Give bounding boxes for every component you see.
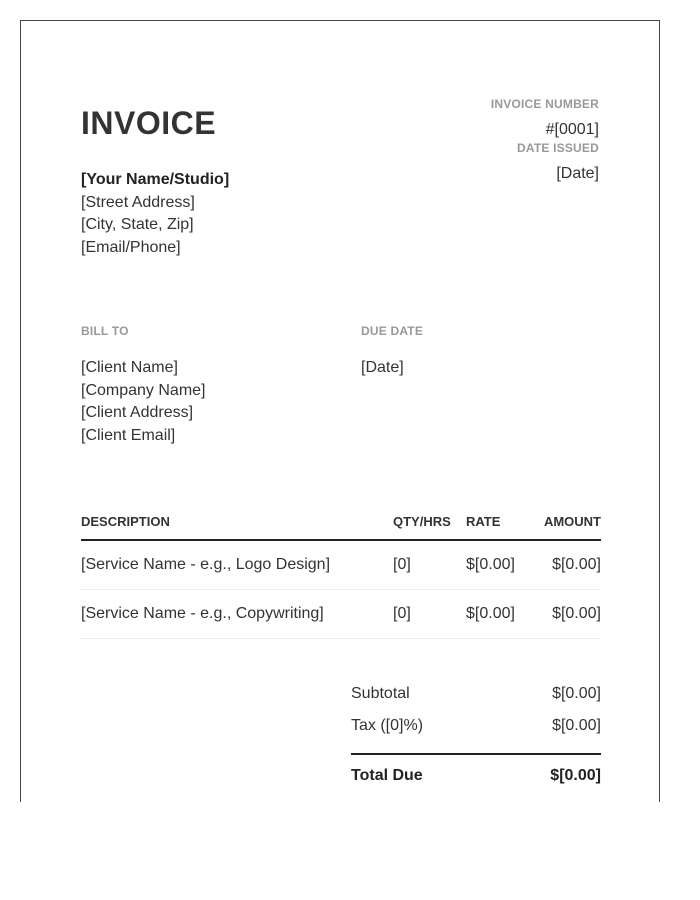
row-rate: $[0.00] <box>466 605 515 622</box>
invoice-title: INVOICE <box>81 105 217 141</box>
row-amount: $[0.00] <box>552 605 601 622</box>
sender-street: [Street Address] <box>81 193 195 211</box>
row-description: [Service Name - e.g., Logo Design] <box>81 556 331 573</box>
tax-row <box>351 717 601 749</box>
row-amount: $[0.00] <box>552 556 601 573</box>
company-name: [Company Name] <box>81 381 206 399</box>
invoice-number-label <box>491 97 599 111</box>
subtotal-row <box>351 685 601 717</box>
due-date-label: DUE DATE <box>361 324 424 338</box>
tax-value: $[0.00] <box>552 717 601 734</box>
row-description: [Service Name - e.g., Copywriting] <box>81 605 324 622</box>
date-issued-value: [Date] <box>556 165 599 182</box>
invoice-page <box>20 20 660 802</box>
subtotal-label: Subtotal <box>351 685 410 702</box>
client-email: [Client Email] <box>81 426 176 444</box>
client-name: [Client Name] <box>81 359 178 376</box>
tax-label: Tax ([0]%) <box>351 717 424 734</box>
row-qty: [0] <box>393 556 411 573</box>
total-due-row <box>351 753 601 795</box>
sender-name: [Your Name/Studio] <box>81 171 230 188</box>
table-header <box>81 511 601 541</box>
date-issued-label-text: DATE ISSUED <box>517 141 599 155</box>
header-rate: RATE <box>466 514 501 529</box>
sender-contact: [Email/Phone] <box>81 238 181 256</box>
invoice-number-label-text: INVOICE NUMBER <box>490 97 599 111</box>
totals-block <box>351 685 601 795</box>
header-amount: AMOUNT <box>543 514 601 529</box>
row-rate: $[0.00] <box>466 556 515 573</box>
due-date-value: [Date] <box>361 359 404 376</box>
client-address: [Client Address] <box>81 404 194 421</box>
sender-block <box>81 169 229 259</box>
table-row <box>81 590 601 639</box>
bill-to-block <box>81 357 206 447</box>
date-issued-label <box>517 141 599 155</box>
total-due-label: Total Due <box>351 767 423 784</box>
bill-to-label: BILL TO <box>81 324 129 338</box>
subtotal-value: $[0.00] <box>552 685 601 702</box>
row-qty: [0] <box>393 605 411 622</box>
header-qty: QTY/HRS <box>393 514 451 529</box>
total-due-value: $[0.00] <box>550 767 601 784</box>
table-row <box>81 541 601 590</box>
invoice-number-value: #[0001] <box>545 121 599 138</box>
line-items-table <box>81 511 601 639</box>
sender-city: [City, State, Zip] <box>81 216 194 233</box>
header-description: DESCRIPTION <box>81 514 170 529</box>
